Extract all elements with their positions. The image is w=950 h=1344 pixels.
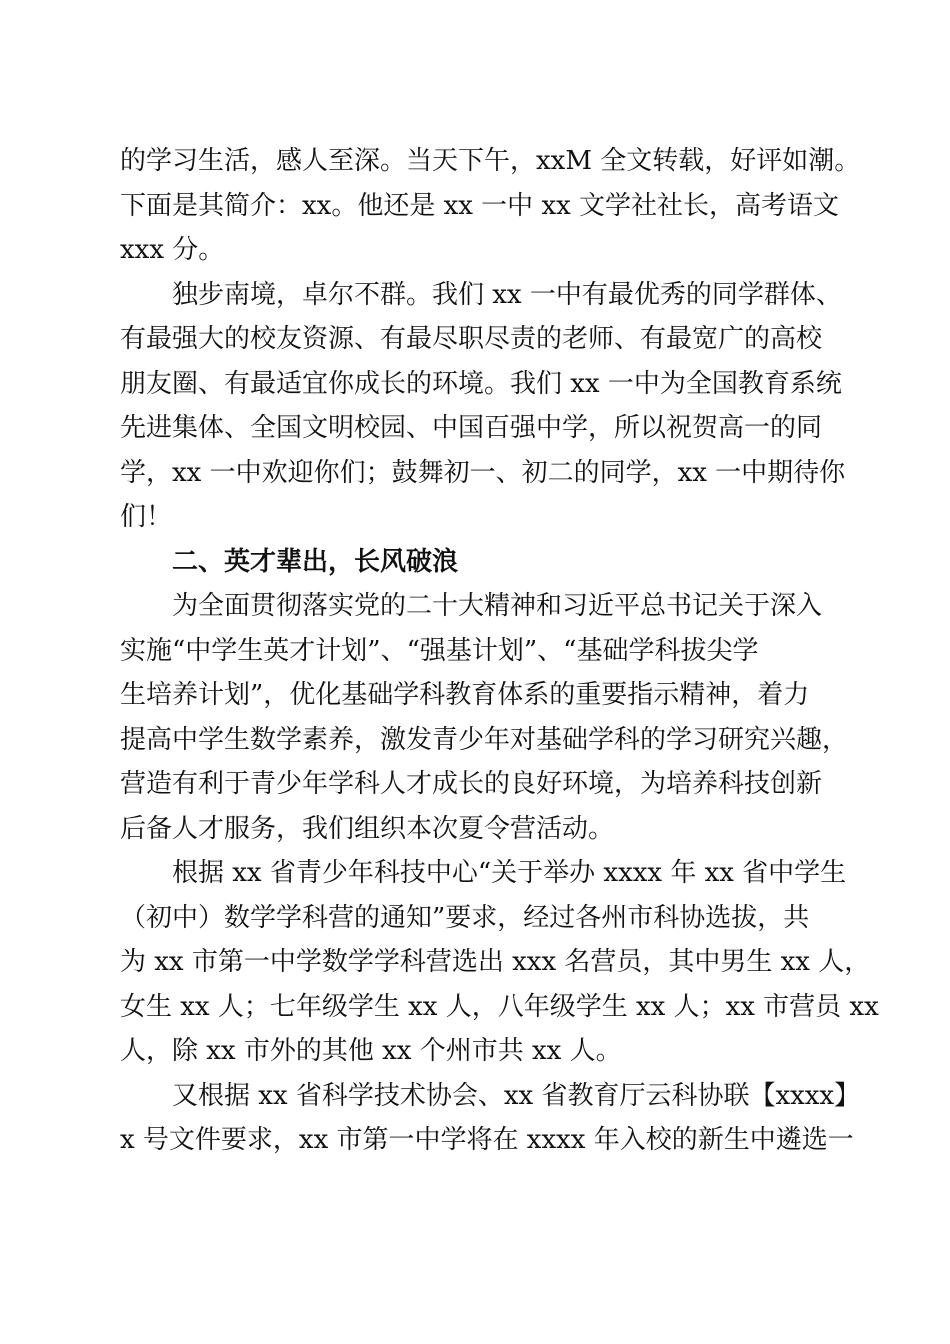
text-line: 后备人才服务，我们组织本次夏令营活动。 bbox=[120, 813, 615, 844]
paragraph-continued bbox=[120, 139, 861, 273]
text-line: x 号文件要求，xx 市第一中学将在 xxxx 年入校的新生中遴选一 bbox=[120, 1125, 854, 1155]
text-line: 女生 xx 人；七年级学生 xx 人，八年级学生 xx 人；xx 市营员 xx bbox=[120, 991, 879, 1022]
document-body bbox=[120, 139, 879, 1163]
text-line: 先进集体、全国文明校园、中国百强中学，所以祝贺高一的同 bbox=[120, 413, 823, 443]
text-line: 生培养计划”，优化基础学科教育体系的重要指示精神，着力 bbox=[120, 680, 810, 710]
paragraph-document-requirement bbox=[120, 1074, 861, 1163]
paragraph-camp-purpose bbox=[120, 584, 849, 851]
text-line: 提高中学生数学素养，激发青少年对基础学科的学习研究兴趣， bbox=[120, 724, 849, 755]
text-line: 为 xx 市第一中学数学学科营选出 xxx 名营员，其中男生 xx 人， bbox=[120, 947, 871, 977]
text-line: 有最强大的校友资源、有最尽职尽责的老师、有最宽广的高校 bbox=[120, 324, 823, 354]
text-line: 人，除 xx 市外的其他 xx 个州市共 xx 人。 bbox=[120, 1036, 622, 1066]
text-line: 营造有利于青少年学科人才成长的良好环境，为培养科技创新 bbox=[120, 769, 823, 799]
text-line: 学，xx 一中欢迎你们；鼓舞初一、初二的同学，xx 一中期待你 bbox=[120, 457, 846, 488]
text-line: （初中）数学学科营的通知”要求，经过各州市科协选拔，共 bbox=[120, 902, 810, 933]
text-line: 们！ bbox=[120, 502, 173, 532]
text-line: 实施“中学生英才计划”、“强基计划”、“基础学科拔尖学 bbox=[120, 635, 759, 666]
text-line: xxx 分。 bbox=[120, 235, 225, 265]
text-line: 根据 xx 省青少年科技中心“关于举办 xxxx 年 xx 省中学生 bbox=[172, 858, 847, 888]
paragraph-school-intro bbox=[120, 273, 846, 540]
text-line: 又根据 xx 省科学技术协会、xx 省教育厅云科协联【xxxx】 bbox=[172, 1080, 861, 1111]
text-line: 下面是其简介：xx。他还是 xx 一中 xx 文学社社长，高考语文 bbox=[120, 190, 840, 221]
text-line: 为全面贯彻落实党的二十大精神和习近平总书记关于深入 bbox=[172, 591, 823, 621]
text-line: 朋友圈、有最适宜你成长的环境。我们 xx 一中为全国教育系统 bbox=[120, 368, 842, 399]
text-line: 独步南境，卓尔不群。我们 xx 一中有最优秀的同学群体、 bbox=[172, 279, 842, 310]
paragraph-selection bbox=[120, 851, 879, 1074]
text-line: 的学习生活，感人至深。当天下午，xxM 全文转载，好评如潮。 bbox=[120, 146, 861, 176]
section-heading: 二、英才辈出，长风破浪 bbox=[172, 546, 459, 577]
